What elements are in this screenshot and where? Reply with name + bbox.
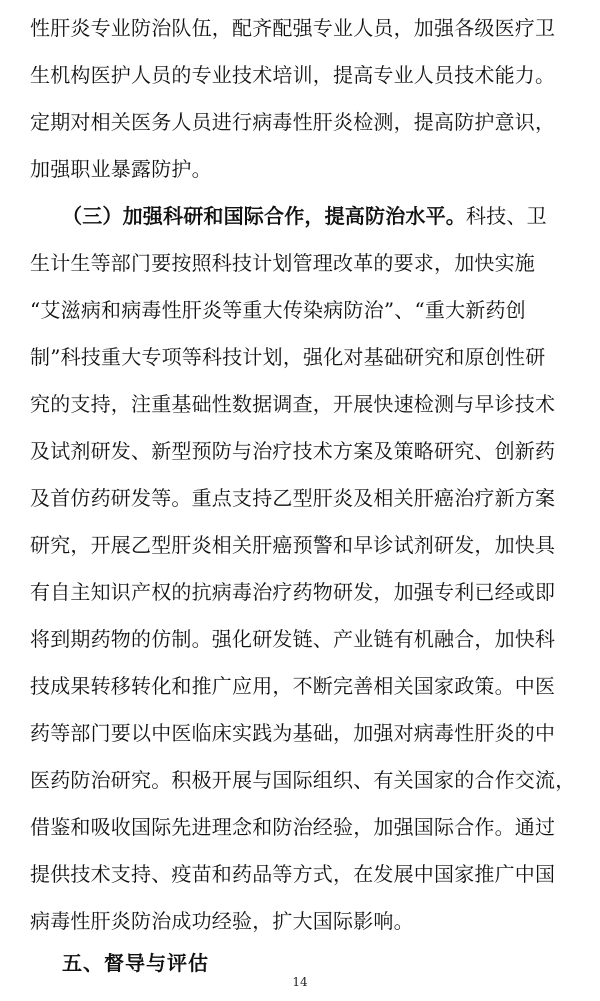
body-line: 制”科技重大专项等科技计划，强化对基础研究和原创性研 bbox=[30, 345, 546, 369]
body-line: 研究，开展乙型肝炎相关肝癌预警和早诊试剂研发，加快具 bbox=[30, 533, 556, 557]
page-number: 14 bbox=[292, 975, 308, 989]
body-line: 技成果转移转化和推广应用，不断完善相关国家政策。中医 bbox=[30, 674, 556, 698]
body-line: 将到期药物的仿制。强化研发链、产业链有机融合，加快科 bbox=[30, 627, 556, 651]
body-line: 生机构医护人员的专业技术培训，提高专业人员技术能力。 bbox=[30, 63, 556, 87]
body-line: 生计生等部门要按照科技计划管理改革的要求，加快实施 bbox=[30, 251, 535, 275]
body-line: 提供技术支持、疫苗和药品等方式，在发展中国家推广中国 bbox=[30, 862, 556, 886]
subsection-heading: （三）加强科研和国际合作，提高防治水平。 bbox=[62, 204, 466, 228]
body-line: 药等部门要以中医临床实践为基础，加强对病毒性肝炎的中 bbox=[30, 721, 556, 745]
body-line: 性肝炎专业防治队伍，配齐配强专业人员，加强各级医疗卫 bbox=[30, 16, 556, 40]
body-line: 病毒性肝炎防治成功经验，扩大国际影响。 bbox=[30, 909, 414, 933]
body-text: 科技、卫 bbox=[466, 204, 547, 228]
subsection-paragraph-start bbox=[62, 196, 588, 236]
body-line: 及首仿药研发等。重点支持乙型肝炎及相关肝癌治疗新方案 bbox=[30, 486, 556, 510]
body-line: 借鉴和吸收国际先进理念和防治经验，加强国际合作。通过 bbox=[30, 815, 556, 839]
body-line: 有自主知识产权的抗病毒治疗药物研发，加强专利已经或即 bbox=[30, 580, 556, 604]
body-line: “艾滋病和病毒性肝炎等重大传染病防治”、“重大新药创 bbox=[30, 298, 526, 322]
section-heading: 五、督导与评估 bbox=[62, 951, 209, 975]
body-line: 加强职业暴露防护。 bbox=[30, 157, 212, 181]
body-line: 医药防治研究。积极开展与国际组织、有关国家的合作交流， bbox=[30, 768, 576, 792]
body-line: 及试剂研发、新型预防与治疗技术方案及策略研究、创新药 bbox=[30, 439, 556, 463]
body-line: 究的支持，注重基础性数据调查，开展快速检测与早诊技术 bbox=[30, 392, 556, 416]
body-line: 定期对相关医务人员进行病毒性肝炎检测，提高防护意识， bbox=[30, 110, 556, 134]
